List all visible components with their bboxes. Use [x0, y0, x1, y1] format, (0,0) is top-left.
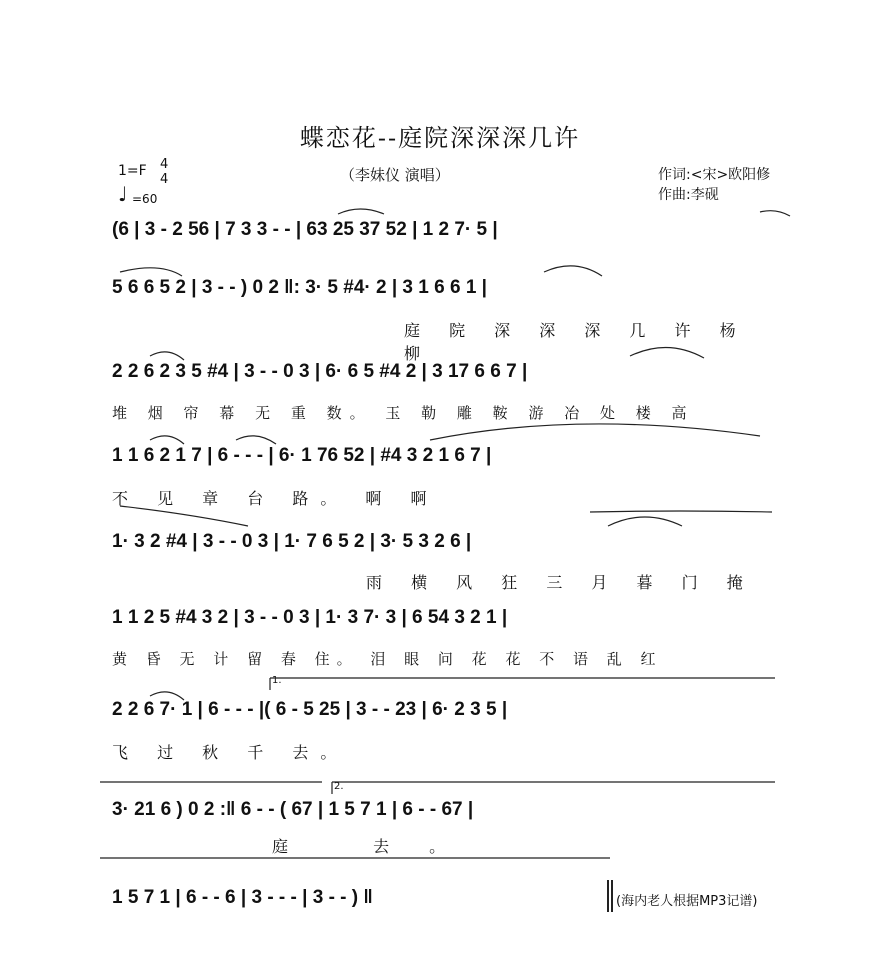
first-ending-label: 1. [272, 675, 282, 686]
score-system-2 [112, 268, 782, 308]
lyricist-credit: 作词:<宋>欧阳修 [658, 167, 771, 183]
song-title: 蝶恋花--庭院深深深几许 [299, 124, 581, 152]
slur-mark [590, 511, 772, 512]
score-system-7 [112, 690, 782, 730]
score-system-5 [112, 522, 782, 562]
transcriber-note: (海内老人根据MP3记谱) [616, 894, 758, 909]
lyric-line: 庭 去。 [272, 837, 486, 856]
quarter-note-icon: ♩ [118, 182, 128, 206]
lyric-line: 飞 过 秋 千 去。 [112, 743, 349, 762]
time-signature [160, 157, 168, 187]
time-signature-bottom: 4 [160, 172, 169, 187]
score-system-1 [112, 210, 782, 250]
composer-credit: 作曲:李砚 [658, 187, 719, 203]
score-system-3 [112, 352, 782, 392]
score-system-6 [112, 598, 782, 638]
lyric-line: 不 见 章 台 路。 啊 啊 [112, 489, 439, 508]
lyric-line: 黄 昏 无 计 留 春 住。 泪 眼 问 花 花 不 语 乱 红 [112, 650, 663, 668]
notation-line: 1· 3 2 #4 | 3 - - 0 3 | 1· 7 6 5 2 | 3· 5 3 2 6 | [112, 531, 472, 552]
notation-line: 2 2 6 2 3 5 #4 | 3 - - 0 3 | 6· 6 5 #4 2 | 3 17 6 6 7 | [112, 361, 528, 382]
singer-credit: （李妹仪 演唱） [340, 166, 450, 184]
second-ending-label: 2. [334, 781, 344, 792]
notation-line: 1 1 6 2 1 7 | 6 - - - | 6· 1 76 52 | #4 3 2 1 6 7 | [112, 445, 492, 466]
lyric-line: 庭 院 深 深 深 几 许 杨 柳 [404, 321, 748, 363]
notation-line: 5 6 6 5 2 | 3 - - ) 0 2 ‖: 3· 5 #4· 2 | 3 1 6 6 1 | [112, 277, 487, 298]
score-system-4 [112, 436, 782, 476]
notation-line: 3· 21 6 ) 0 2 :‖ 6 - - ( 67 | 1 5 7 1 | 6 - - 67 | [112, 799, 474, 820]
lyric-line: 堆 烟 帘 幕 无 重 数。 玉 勒 雕 鞍 游 冶 处 楼 高 [112, 404, 695, 422]
notation-line: 1 1 2 5 #4 3 2 | 3 - - 0 3 | 1· 3 7· 3 | 6 54 3 2 1 | [112, 607, 508, 628]
score-system-8 [112, 790, 782, 830]
tempo: =60 [132, 192, 158, 206]
notation-line: 1 5 7 1 | 6 - - 6 | 3 - - - | 3 - - ) ‖ [112, 887, 373, 908]
time-signature-top: 4 [160, 157, 169, 172]
score-system-9 [112, 878, 608, 918]
notation-line: (6 | 3 - 2 56 | 7 3 3 - - | 63 25 37 52 | 1 2 7· 5 | [112, 219, 498, 240]
lyric-line: 雨 横 风 狂 三 月 暮 门 掩 [366, 573, 755, 592]
notation-line: 2 2 6 7· 1 | 6 - - - |( 6 - 5 25 | 3 - - 23 | 6· 2 3 5 | [112, 699, 508, 720]
key-signature: 1=F [118, 163, 147, 179]
